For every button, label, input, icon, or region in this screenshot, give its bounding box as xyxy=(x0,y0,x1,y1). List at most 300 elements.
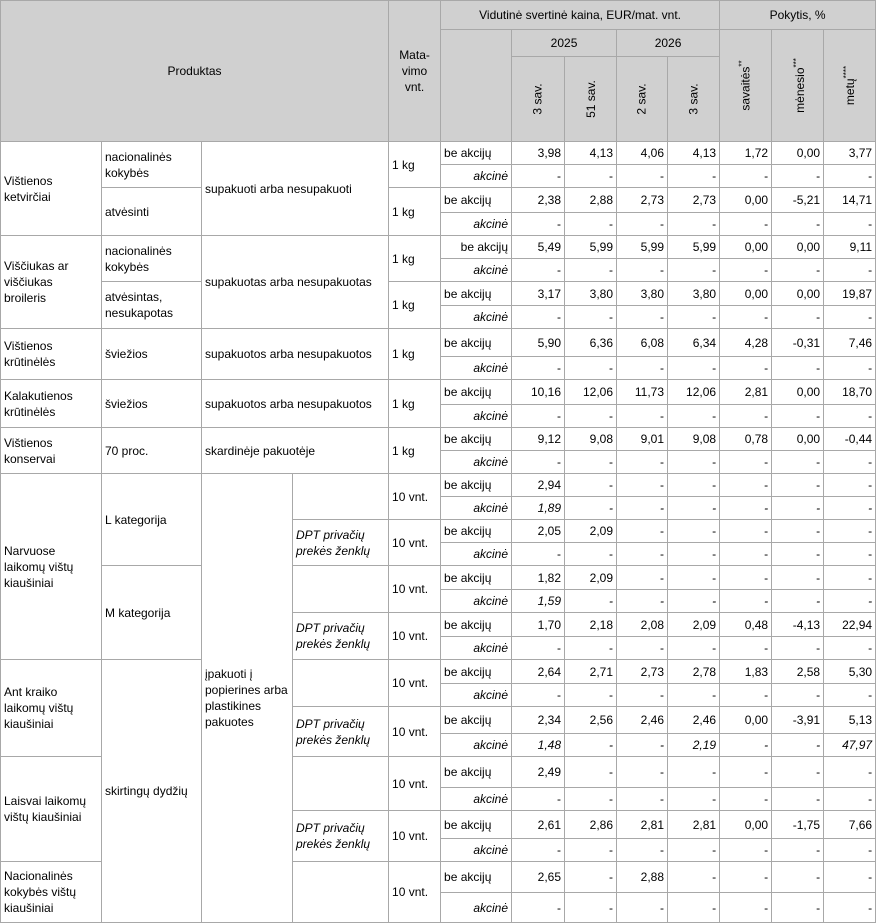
value-cell: 0,00 xyxy=(772,282,824,306)
unit: 10 vnt. xyxy=(389,474,441,520)
value-cell: 2,78 xyxy=(668,660,720,684)
value-cell: 2,64 xyxy=(512,660,565,684)
product-subtype: M kategorija xyxy=(102,566,202,660)
value-cell: - xyxy=(720,637,772,660)
value-cell: 7,46 xyxy=(824,329,876,357)
price-type: be akcijų xyxy=(441,188,512,213)
value-cell: - xyxy=(668,543,720,566)
value-cell: - xyxy=(668,590,720,613)
packaging: skardinėje pakuotėje xyxy=(202,428,389,474)
value-cell: - xyxy=(720,566,772,590)
value-cell: - xyxy=(720,734,772,757)
value-cell: 2,38 xyxy=(512,188,565,213)
product-subtype: šviežios xyxy=(102,380,202,428)
private-label: DPT privačių prekės ženklų xyxy=(293,613,389,660)
price-type: akcinė xyxy=(441,405,512,428)
value-cell: - xyxy=(720,497,772,520)
value-cell: - xyxy=(565,757,617,788)
value-cell: - xyxy=(668,637,720,660)
value-cell: - xyxy=(772,893,824,923)
product-name: Kalakutienos krūtinėlės xyxy=(1,380,102,428)
value-cell: 2,05 xyxy=(512,520,565,543)
header-unit: Mata-vimo vnt. xyxy=(389,1,441,142)
value-cell: 10,16 xyxy=(512,380,565,405)
value-cell: 6,36 xyxy=(565,329,617,357)
value-cell: 18,70 xyxy=(824,380,876,405)
value-cell: - xyxy=(668,306,720,329)
table-body xyxy=(1,142,876,923)
value-cell: - xyxy=(617,637,668,660)
label-blank xyxy=(293,862,389,923)
unit: 10 vnt. xyxy=(389,613,441,660)
value-cell: 2,58 xyxy=(772,660,824,684)
value-cell: - xyxy=(720,357,772,380)
value-cell: 1,89 xyxy=(512,497,565,520)
value-cell: 9,08 xyxy=(668,428,720,451)
price-type: be akcijų xyxy=(441,329,512,357)
unit: 1 kg xyxy=(389,236,441,282)
value-cell: 2,49 xyxy=(512,757,565,788)
value-cell: - xyxy=(668,684,720,707)
value-cell: - xyxy=(772,637,824,660)
value-cell: - xyxy=(565,788,617,811)
header-week: 3 sav. xyxy=(668,57,720,142)
header-week: 51 sav. xyxy=(565,57,617,142)
value-cell: - xyxy=(720,893,772,923)
price-type: akcinė xyxy=(441,357,512,380)
value-cell: - xyxy=(720,862,772,893)
value-cell: 5,99 xyxy=(668,236,720,259)
value-cell: 3,17 xyxy=(512,282,565,306)
header-change-week: savaitės** xyxy=(720,30,772,142)
value-cell: - xyxy=(824,566,876,590)
value-cell: 0,00 xyxy=(772,142,824,165)
value-cell: 2,65 xyxy=(512,862,565,893)
value-cell: 2,81 xyxy=(720,380,772,405)
header-week: 3 sav. xyxy=(512,57,565,142)
packaging: supakuotos arba nesupakuotos xyxy=(202,329,389,380)
value-cell: 4,06 xyxy=(617,142,668,165)
value-cell: -1,75 xyxy=(772,811,824,839)
value-cell: - xyxy=(617,566,668,590)
value-cell: 5,90 xyxy=(512,329,565,357)
value-cell: 0,00 xyxy=(772,380,824,405)
unit: 10 vnt. xyxy=(389,707,441,757)
value-cell: - xyxy=(512,543,565,566)
value-cell: 2,61 xyxy=(512,811,565,839)
unit: 1 kg xyxy=(389,329,441,380)
value-cell: - xyxy=(824,474,876,497)
header-price-group: Vidutinė svertinė kaina, EUR/mat. vnt. xyxy=(441,1,720,30)
value-cell: - xyxy=(512,893,565,923)
price-type: akcinė xyxy=(441,259,512,282)
value-cell: - xyxy=(772,497,824,520)
price-type: akcinė xyxy=(441,590,512,613)
value-cell: 2,18 xyxy=(565,613,617,637)
value-cell: -3,91 xyxy=(772,707,824,734)
value-cell: 6,08 xyxy=(617,329,668,357)
value-cell: 9,08 xyxy=(565,428,617,451)
value-cell: - xyxy=(668,497,720,520)
unit: 1 kg xyxy=(389,380,441,428)
value-cell: - xyxy=(772,213,824,236)
value-cell: 5,49 xyxy=(512,236,565,259)
price-type: akcinė xyxy=(441,684,512,707)
value-cell: 2,81 xyxy=(617,811,668,839)
packaging: supakuoti arba nesupakuoti xyxy=(202,142,389,236)
price-type: be akcijų xyxy=(441,236,512,259)
value-cell: - xyxy=(772,590,824,613)
price-type: akcinė xyxy=(441,788,512,811)
value-cell: - xyxy=(512,213,565,236)
value-cell: - xyxy=(668,893,720,923)
value-cell: -0,31 xyxy=(772,329,824,357)
value-cell: - xyxy=(565,862,617,893)
price-type: be akcijų xyxy=(441,660,512,684)
value-cell: 47,97 xyxy=(824,734,876,757)
price-type: be akcijų xyxy=(441,520,512,543)
value-cell: - xyxy=(565,637,617,660)
value-cell: - xyxy=(720,520,772,543)
value-cell: 19,87 xyxy=(824,282,876,306)
value-cell: - xyxy=(720,684,772,707)
value-cell: - xyxy=(824,893,876,923)
value-cell: - xyxy=(720,259,772,282)
value-cell: - xyxy=(772,734,824,757)
unit: 1 kg xyxy=(389,428,441,474)
value-cell: - xyxy=(668,213,720,236)
value-cell: 1,82 xyxy=(512,566,565,590)
value-cell: - xyxy=(565,497,617,520)
value-cell: - xyxy=(772,451,824,474)
value-cell: - xyxy=(824,259,876,282)
label-blank xyxy=(293,757,389,811)
value-cell: - xyxy=(824,213,876,236)
product-name: Laisvai laikomų vištų kiaušiniai xyxy=(1,757,102,862)
value-cell: - xyxy=(512,306,565,329)
value-cell: 14,71 xyxy=(824,188,876,213)
value-cell: -0,44 xyxy=(824,428,876,451)
header-product: Produktas xyxy=(1,1,389,142)
product-name: Vištienos konservai xyxy=(1,428,102,474)
value-cell: - xyxy=(720,213,772,236)
unit: 1 kg xyxy=(389,282,441,329)
value-cell: 9,11 xyxy=(824,236,876,259)
value-cell: 0,48 xyxy=(720,613,772,637)
value-cell: - xyxy=(617,474,668,497)
value-cell: 0,00 xyxy=(720,282,772,306)
product-name: Nacionalinės kokybės vištų kiaušiniai xyxy=(1,862,102,923)
price-type: akcinė xyxy=(441,306,512,329)
value-cell: - xyxy=(617,684,668,707)
value-cell: - xyxy=(565,474,617,497)
value-cell: - xyxy=(720,165,772,188)
price-type: akcinė xyxy=(441,734,512,757)
value-cell: - xyxy=(824,405,876,428)
price-type: be akcijų xyxy=(441,428,512,451)
value-cell: - xyxy=(720,590,772,613)
value-cell: - xyxy=(565,213,617,236)
price-type: be akcijų xyxy=(441,811,512,839)
value-cell: - xyxy=(824,637,876,660)
value-cell: - xyxy=(617,497,668,520)
value-cell: 6,34 xyxy=(668,329,720,357)
packaging: supakuotas arba nesupakuotas xyxy=(202,236,389,329)
value-cell: 1,70 xyxy=(512,613,565,637)
value-cell: - xyxy=(617,357,668,380)
value-cell: - xyxy=(720,451,772,474)
value-cell: 3,77 xyxy=(824,142,876,165)
value-cell: - xyxy=(565,451,617,474)
label-blank xyxy=(293,566,389,613)
value-cell: - xyxy=(720,757,772,788)
value-cell: - xyxy=(512,788,565,811)
value-cell: - xyxy=(668,259,720,282)
value-cell: - xyxy=(772,474,824,497)
value-cell: - xyxy=(668,566,720,590)
value-cell: 2,08 xyxy=(617,613,668,637)
value-cell: - xyxy=(565,405,617,428)
value-cell: - xyxy=(617,451,668,474)
price-type: be akcijų xyxy=(441,282,512,306)
value-cell: 0,00 xyxy=(772,236,824,259)
value-cell: 12,06 xyxy=(668,380,720,405)
value-cell: - xyxy=(772,543,824,566)
table-header xyxy=(1,1,876,142)
value-cell: - xyxy=(668,862,720,893)
unit: 10 vnt. xyxy=(389,811,441,862)
value-cell: - xyxy=(668,405,720,428)
value-cell: 2,86 xyxy=(565,811,617,839)
value-cell: - xyxy=(772,566,824,590)
value-cell: - xyxy=(824,543,876,566)
value-cell: - xyxy=(512,165,565,188)
value-cell: - xyxy=(512,259,565,282)
value-cell: - xyxy=(617,590,668,613)
header-year-2025: 2025 xyxy=(512,30,617,57)
value-cell: 3,98 xyxy=(512,142,565,165)
value-cell: 22,94 xyxy=(824,613,876,637)
value-cell: - xyxy=(824,590,876,613)
value-cell: 2,46 xyxy=(617,707,668,734)
price-type: be akcijų xyxy=(441,566,512,590)
value-cell: 2,88 xyxy=(565,188,617,213)
value-cell: 2,56 xyxy=(565,707,617,734)
value-cell: 2,81 xyxy=(668,811,720,839)
value-cell: - xyxy=(617,734,668,757)
price-type: akcinė xyxy=(441,497,512,520)
product-subtype: atvėsinti xyxy=(102,188,202,236)
value-cell: - xyxy=(772,259,824,282)
value-cell: - xyxy=(512,405,565,428)
value-cell: 0,00 xyxy=(720,188,772,213)
value-cell: - xyxy=(772,862,824,893)
value-cell: 1,59 xyxy=(512,590,565,613)
product-subtype: L kategorija xyxy=(102,474,202,566)
value-cell: - xyxy=(565,543,617,566)
private-label: DPT privačių prekės ženklų xyxy=(293,811,389,862)
value-cell: - xyxy=(565,306,617,329)
packaging: įpakuoti į popierines arba plastikines pakuotes xyxy=(202,474,293,923)
value-cell: 1,83 xyxy=(720,660,772,684)
value-cell: - xyxy=(617,543,668,566)
value-cell: - xyxy=(617,405,668,428)
label-blank xyxy=(293,474,389,520)
price-type: akcinė xyxy=(441,213,512,236)
value-cell: 2,09 xyxy=(668,613,720,637)
value-cell: 3,80 xyxy=(617,282,668,306)
product-subtype: 70 proc. xyxy=(102,428,202,474)
value-cell: 5,99 xyxy=(617,236,668,259)
price-type: be akcijų xyxy=(441,380,512,405)
value-cell: 5,13 xyxy=(824,707,876,734)
value-cell: - xyxy=(617,306,668,329)
value-cell: 4,13 xyxy=(668,142,720,165)
value-cell: 3,80 xyxy=(668,282,720,306)
value-cell: - xyxy=(824,862,876,893)
value-cell: - xyxy=(617,259,668,282)
value-cell: 2,73 xyxy=(617,188,668,213)
value-cell: - xyxy=(617,165,668,188)
value-cell: 0,00 xyxy=(720,811,772,839)
label-blank xyxy=(293,660,389,707)
product-name: Viščiukas ar viščiukas broileris xyxy=(1,236,102,329)
product-subtype: atvėsintas, nesukapotas xyxy=(102,282,202,329)
value-cell: 2,34 xyxy=(512,707,565,734)
value-cell: 3,80 xyxy=(565,282,617,306)
value-cell: - xyxy=(824,497,876,520)
price-type: akcinė xyxy=(441,165,512,188)
value-cell: - xyxy=(512,684,565,707)
value-cell: - xyxy=(720,405,772,428)
value-cell: - xyxy=(565,165,617,188)
price-type: be akcijų xyxy=(441,474,512,497)
value-cell: - xyxy=(617,757,668,788)
value-cell: 2,73 xyxy=(668,188,720,213)
value-cell: 2,71 xyxy=(565,660,617,684)
value-cell: - xyxy=(720,788,772,811)
value-cell: 2,09 xyxy=(565,566,617,590)
header-type-blank xyxy=(441,30,512,142)
value-cell: - xyxy=(824,165,876,188)
value-cell: 4,28 xyxy=(720,329,772,357)
value-cell: - xyxy=(772,165,824,188)
price-type: akcinė xyxy=(441,451,512,474)
value-cell: - xyxy=(512,637,565,660)
product-subtype: skirtingų dydžių xyxy=(102,660,202,923)
value-cell: 5,99 xyxy=(565,236,617,259)
value-cell: - xyxy=(824,839,876,862)
unit: 10 vnt. xyxy=(389,520,441,566)
value-cell: 7,66 xyxy=(824,811,876,839)
value-cell: - xyxy=(668,165,720,188)
value-cell: - xyxy=(772,405,824,428)
value-cell: - xyxy=(668,788,720,811)
price-type: akcinė xyxy=(441,839,512,862)
value-cell: - xyxy=(772,757,824,788)
value-cell: - xyxy=(512,839,565,862)
header-change-group: Pokytis, % xyxy=(720,1,876,30)
value-cell: - xyxy=(565,259,617,282)
product-name: Vištienos ketvirčiai xyxy=(1,142,102,236)
unit: 1 kg xyxy=(389,188,441,236)
value-cell: 0,78 xyxy=(720,428,772,451)
value-cell: - xyxy=(565,839,617,862)
value-cell: - xyxy=(668,474,720,497)
value-cell: 9,12 xyxy=(512,428,565,451)
value-cell: - xyxy=(512,357,565,380)
value-cell: - xyxy=(772,684,824,707)
value-cell: - xyxy=(824,306,876,329)
value-cell: - xyxy=(617,893,668,923)
value-cell: - xyxy=(668,520,720,543)
value-cell: - xyxy=(772,306,824,329)
value-cell: 2,19 xyxy=(668,734,720,757)
value-cell: 2,46 xyxy=(668,707,720,734)
unit: 1 kg xyxy=(389,142,441,188)
value-cell: - xyxy=(617,520,668,543)
value-cell: - xyxy=(824,451,876,474)
value-cell: - xyxy=(565,357,617,380)
value-cell: 0,00 xyxy=(720,236,772,259)
product-subtype: nacionalinės kokybės xyxy=(102,142,202,188)
value-cell: - xyxy=(668,451,720,474)
unit: 10 vnt. xyxy=(389,862,441,923)
value-cell: 1,72 xyxy=(720,142,772,165)
price-type: be akcijų xyxy=(441,613,512,637)
value-cell: - xyxy=(720,306,772,329)
value-cell: - xyxy=(772,357,824,380)
value-cell: - xyxy=(720,474,772,497)
header-change-month: mėnesio*** xyxy=(772,30,824,142)
value-cell: - xyxy=(617,839,668,862)
price-type: be akcijų xyxy=(441,142,512,165)
value-cell: 4,13 xyxy=(565,142,617,165)
value-cell: - xyxy=(720,543,772,566)
value-cell: - xyxy=(617,788,668,811)
private-label: DPT privačių prekės ženklų xyxy=(293,707,389,757)
value-cell: - xyxy=(772,839,824,862)
unit: 10 vnt. xyxy=(389,660,441,707)
price-type: akcinė xyxy=(441,637,512,660)
value-cell: - xyxy=(668,357,720,380)
value-cell: - xyxy=(824,520,876,543)
value-cell: - xyxy=(772,520,824,543)
private-label: DPT privačių prekės ženklų xyxy=(293,520,389,566)
product-name: Ant kraiko laikomų vištų kiaušiniai xyxy=(1,660,102,757)
value-cell: - xyxy=(565,893,617,923)
unit: 10 vnt. xyxy=(389,757,441,811)
header-week: 2 sav. xyxy=(617,57,668,142)
value-cell: - xyxy=(772,788,824,811)
value-cell: 9,01 xyxy=(617,428,668,451)
value-cell: 2,09 xyxy=(565,520,617,543)
value-cell: 2,73 xyxy=(617,660,668,684)
value-cell: - xyxy=(668,757,720,788)
value-cell: - xyxy=(565,684,617,707)
value-cell: 11,73 xyxy=(617,380,668,405)
value-cell: 2,88 xyxy=(617,862,668,893)
value-cell: -5,21 xyxy=(772,188,824,213)
product-name: Vištienos krūtinėlės xyxy=(1,329,102,380)
price-type: akcinė xyxy=(441,893,512,923)
value-cell: 1,48 xyxy=(512,734,565,757)
value-cell: - xyxy=(824,788,876,811)
header-change-year: metų**** xyxy=(824,30,876,142)
price-type: be akcijų xyxy=(441,757,512,788)
header-year-2026: 2026 xyxy=(617,30,720,57)
value-cell: - xyxy=(824,757,876,788)
